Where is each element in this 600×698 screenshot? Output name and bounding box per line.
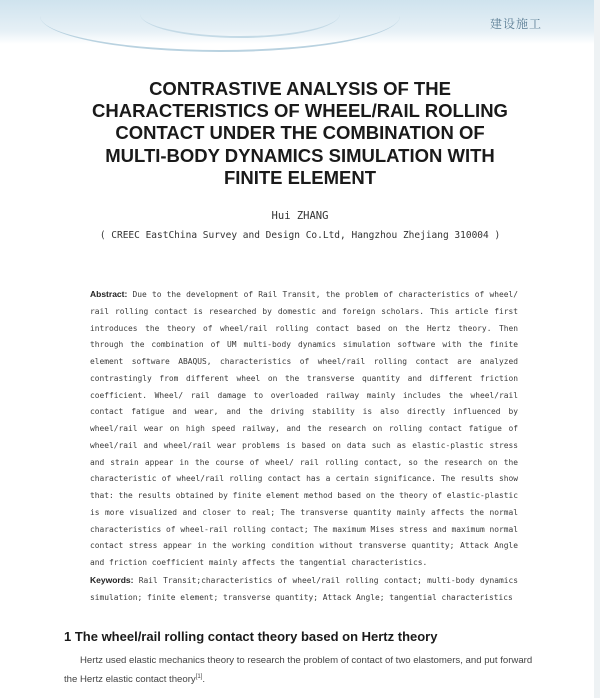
author-affiliation: ( CREEC EastChina Survey and Design Co.Ltd, Hangzhou Zhejiang 310004 ): [99, 230, 501, 241]
abstract-label: Abstract:: [90, 289, 128, 299]
title-line: MULTI-BODY DYNAMICS SIMULATION WITH: [105, 144, 495, 166]
section-label: 建设施工: [489, 17, 542, 31]
paper-title: [30, 78, 570, 189]
title-line: FINITE ELEMENT: [223, 166, 377, 188]
author-name: Hui ZHANG: [271, 210, 329, 222]
citation-ref: [1]: [195, 674, 203, 680]
abstract-text: Due to the development of Rail Transit, the problem of characteristics of wheel/ rail rolling contact is researched by domestic and foreign scholars. This article first introduces the theory of wheel/rail rolling contact based on the Hertz theory. Then through the combination of UM multi-body dynamics simulation software with the finite element software ABAQUS, characteristics of wheel/rail rolling contact are analyzed contrastingly from different wheel on the transverse quantity and different friction coefficient. Wheel/ rail damage to overloaded railway mainly includes the wheel/rail contact fatigue and wear, and the driving stability is also directly influenced by wheel/rail wear on high speed railway, and the research on rolling contact fatigue of wheel/rail and wheel/rail wear problems is based on data such as elastic-plastic stress and strain appear in the course of wheel/ rail rolling contact, so the research on the characteristic of wheel/rail rolling contact has a certain significance. The results show that: the results obtained by finite element method based on the theory of elastic-plastic is more visualized and closer to real; The transverse quantity mainly affects the normal characteristics of wheel-rail rolling contact; The maximum Mises stress and maximum normal contact stress appear in the working condition without transverse quantity; Attack Angle and friction coefficient mainly affects the tangential characteristics.: [90, 290, 518, 567]
section-heading: 1 The wheel/rail rolling contact theory based on Hertz theory: [64, 629, 438, 644]
abstract-block: [90, 286, 518, 606]
section-body: [64, 652, 548, 688]
keywords-label: Keywords:: [90, 574, 134, 585]
title-line: CHARACTERISTICS OF WHEEL/RAIL ROLLING: [92, 100, 508, 122]
title-line: CONTRASTIVE ANALYSIS OF THE: [149, 78, 451, 99]
keywords-text: Rail Transit;characteristics of wheel/rail rolling contact; multi-body dynamics simulation; finite element; transverse quantity; Attack Angle; tangential characteristics: [90, 575, 518, 602]
section-body-text: Hertz used elastic mechanics theory to research the problem of contact of two elastomers, and put forward the Hertz elastic contact theory: [64, 655, 533, 686]
page-edge: [594, 0, 600, 698]
sentence-end: .: [202, 674, 206, 686]
header-banner: [0, 0, 600, 44]
title-line: CONTACT UNDER THE COMBINATION OF: [115, 122, 485, 144]
